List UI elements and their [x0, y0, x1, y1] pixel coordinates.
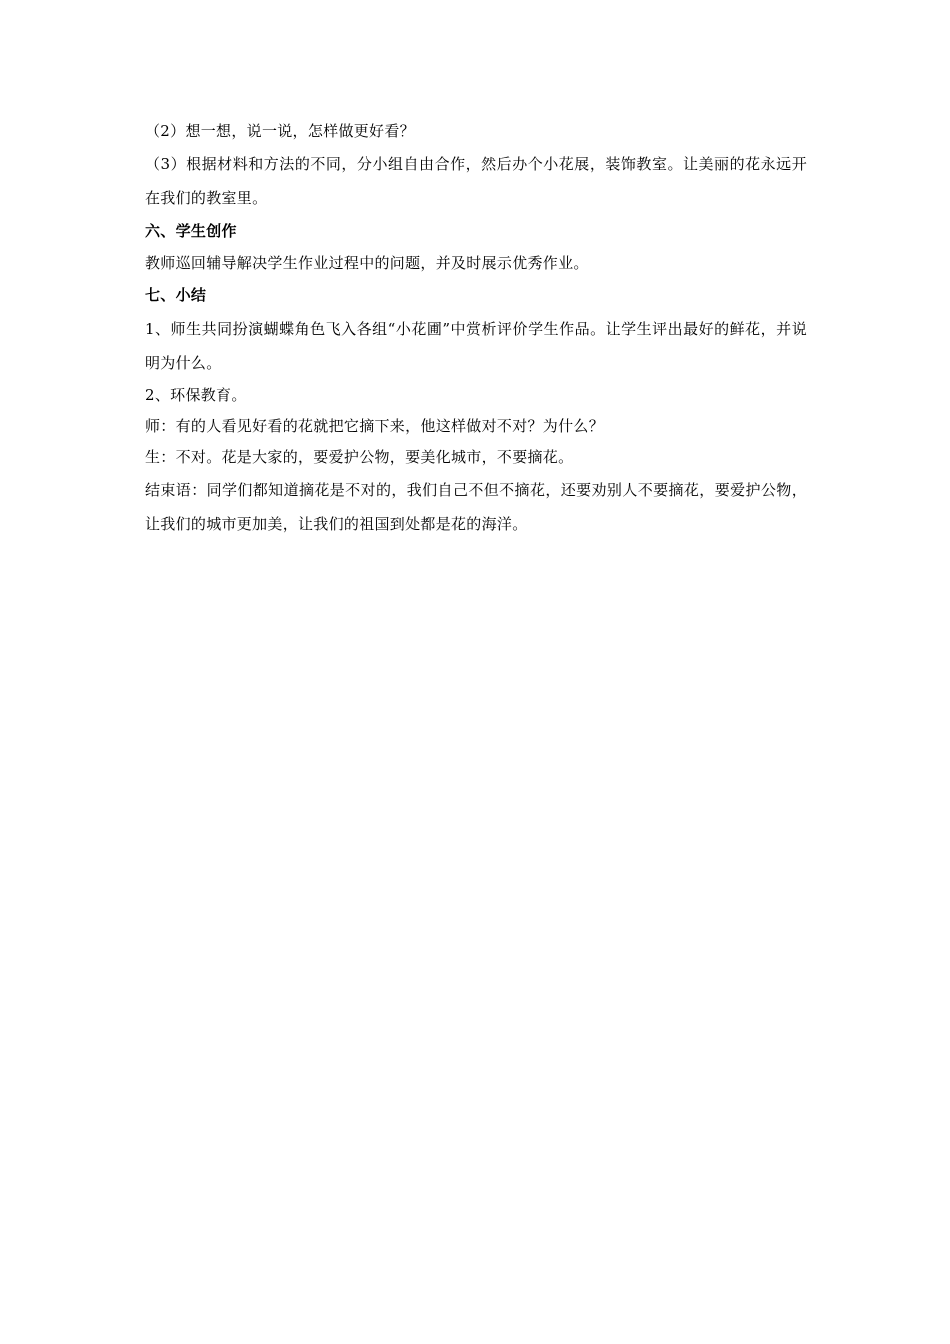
paragraph-teacher-question: 师：有的人看见好看的花就把它摘下来，他这样做对不对？为什么？	[145, 417, 605, 435]
section-heading-student-creation: 六、学生创作	[145, 222, 237, 240]
paragraph-student-answer: 生：不对。花是大家的，要爱护公物，要美化城市，不要摘花。	[145, 448, 574, 466]
paragraph-group-flower-show: （3）根据材料和方法的不同，分小组自由合作，然后办个小花展，装饰教室。让美丽的花永远开在我们的教室里。	[145, 155, 807, 207]
paragraph-closing-remarks: 结束语：同学们都知道摘花是不对的，我们自己不但不摘花，还要劝别人不要摘花，要爱护公物，让我们的城市更加美，让我们的祖国到处都是花的海洋。	[145, 481, 807, 533]
paragraph-environmental-education: 2、环保教育。	[145, 386, 247, 404]
document-body	[145, 116, 807, 541]
paragraph-teacher-guidance: 教师巡回辅导解决学生作业过程中的问题，并及时展示优秀作业。	[145, 254, 589, 272]
section-heading-summary: 七、小结	[145, 286, 207, 304]
paragraph-butterfly-evaluation: 1、师生共同扮演蝴蝶角色飞入各组“小花圃”中赏析评价学生作品。让学生评出最好的鲜花，并说明为什么。	[145, 320, 807, 372]
paragraph-think-and-discuss: （2）想一想，说一说，怎样做更好看？	[145, 122, 415, 140]
